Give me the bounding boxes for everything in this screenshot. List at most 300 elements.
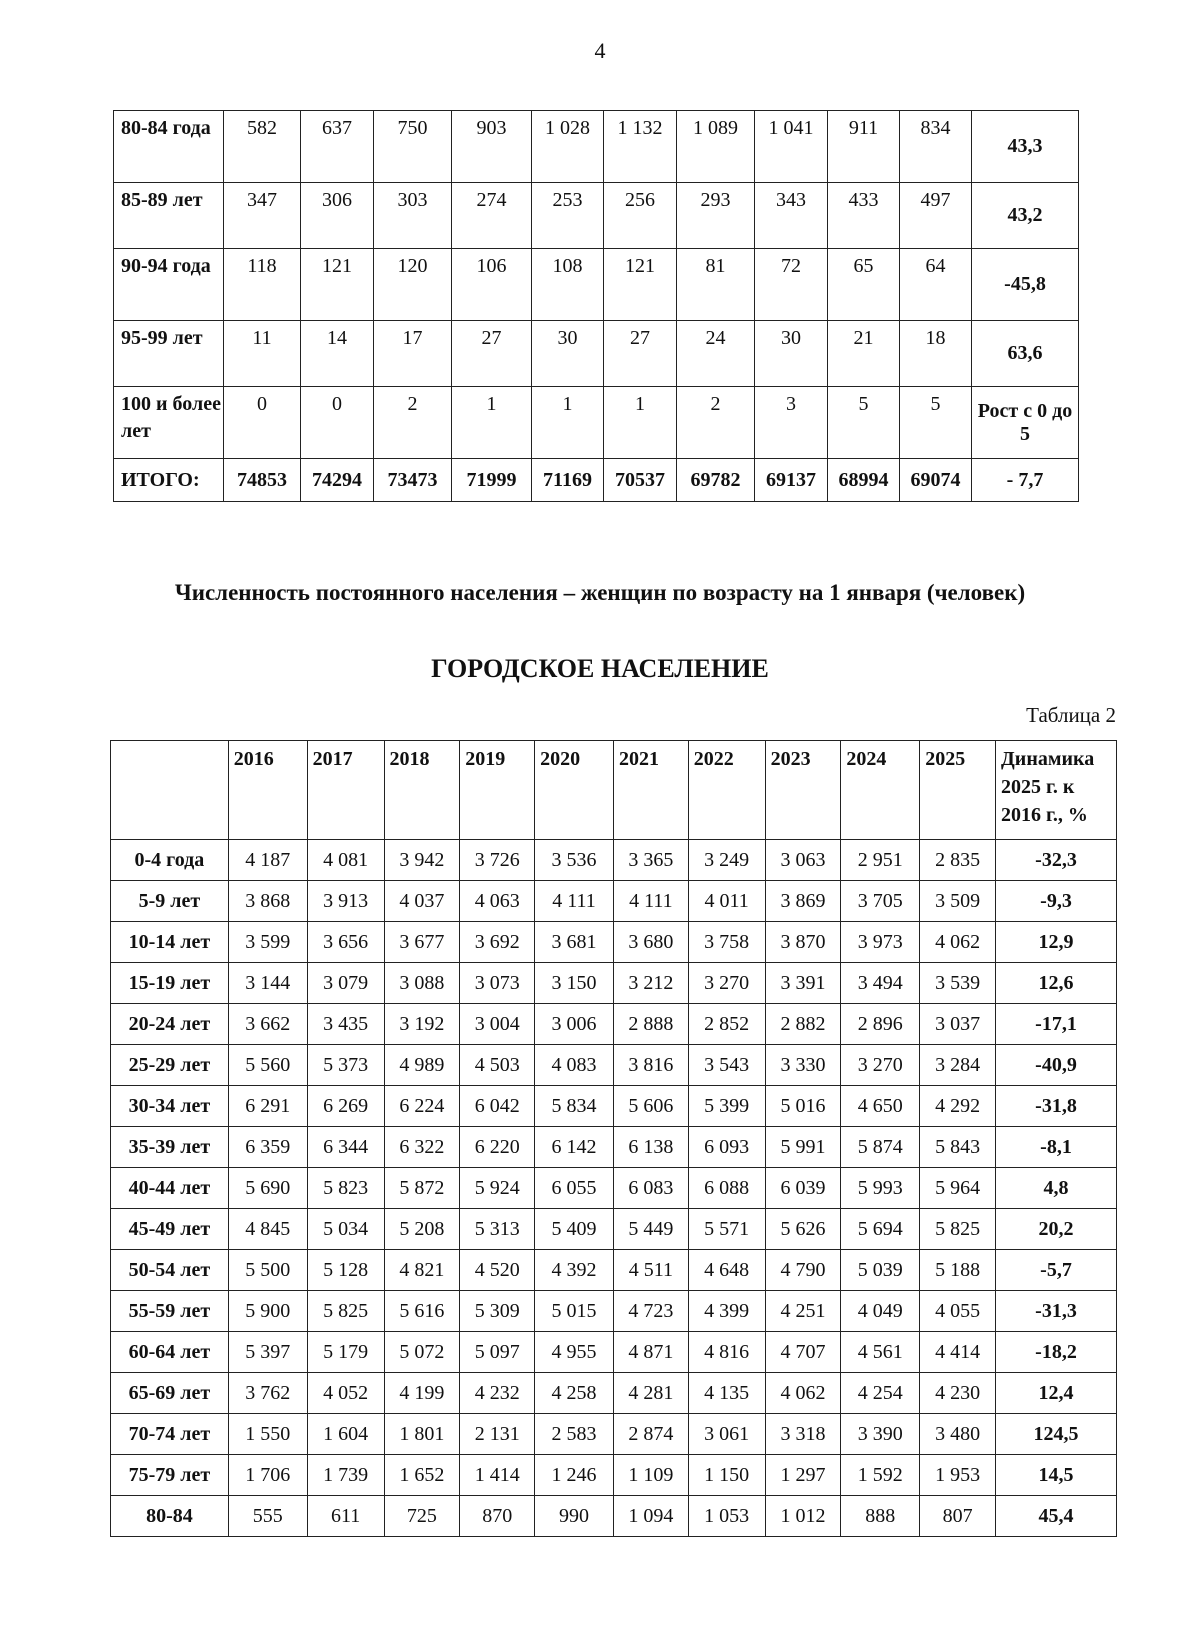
value-cell: 6 224 [384,1086,460,1127]
value-cell: 4 292 [920,1086,996,1127]
value-cell: 3 088 [384,963,460,1004]
value-cell: 1 604 [307,1414,384,1455]
value-cell: 3 004 [460,1004,535,1045]
value-cell: 2 882 [765,1004,841,1045]
dynamics-cell: 43,2 [972,183,1079,249]
dynamics-cell: -17,1 [996,1004,1117,1045]
value-cell: 750 [374,111,452,183]
table-row [111,963,1117,1004]
value-cell: 3 270 [841,1045,920,1086]
row-label: 20-24 лет [111,1004,229,1045]
value-cell: 5 015 [535,1291,614,1332]
value-cell: 293 [677,183,755,249]
row-label: 75-79 лет [111,1455,229,1496]
year-header: 2023 [765,741,841,840]
value-cell: 1 132 [604,111,677,183]
value-cell: 870 [460,1496,535,1537]
row-label: 0-4 года [111,840,229,881]
value-cell: 27 [604,321,677,387]
row-label: 70-74 лет [111,1414,229,1455]
value-cell: 121 [604,249,677,321]
dynamics-cell: 63,6 [972,321,1079,387]
total-value-cell: 70537 [604,459,677,502]
value-cell: 911 [828,111,900,183]
dynamics-cell: -5,7 [996,1250,1117,1291]
table-row [111,1086,1117,1127]
value-cell: 1 739 [307,1455,384,1496]
value-cell: 3 212 [613,963,688,1004]
row-label: 40-44 лет [111,1168,229,1209]
value-cell: 2 951 [841,840,920,881]
page-number: 4 [594,38,606,63]
value-cell: 3 391 [765,963,841,1004]
value-cell: 5 449 [613,1209,688,1250]
table-row [111,1045,1117,1086]
value-cell: 3 284 [920,1045,996,1086]
population-table-continued [113,110,1079,502]
value-cell: 725 [384,1496,460,1537]
year-header: 2022 [688,741,765,840]
value-cell: 81 [677,249,755,321]
value-cell: 2 888 [613,1004,688,1045]
dynamics-cell: 12,9 [996,922,1117,963]
value-cell: 1 041 [755,111,828,183]
value-cell: 5 571 [688,1209,765,1250]
value-cell: 3 539 [920,963,996,1004]
dynamics-cell: 12,4 [996,1373,1117,1414]
row-label: 95-99 лет [114,321,224,387]
value-cell: 5 500 [228,1250,307,1291]
value-cell: 3 192 [384,1004,460,1045]
value-cell: 30 [755,321,828,387]
value-cell: 1 297 [765,1455,841,1496]
value-cell: 2 852 [688,1004,765,1045]
dynamics-cell: -32,3 [996,840,1117,881]
value-cell: 3 [755,387,828,459]
value-cell: 5 039 [841,1250,920,1291]
value-cell: 6 344 [307,1127,384,1168]
value-cell: 347 [224,183,301,249]
value-cell: 4 111 [613,881,688,922]
value-cell: 0 [301,387,374,459]
value-cell: 3 726 [460,840,535,881]
value-cell: 3 543 [688,1045,765,1086]
value-cell: 5 606 [613,1086,688,1127]
total-row [114,459,1079,502]
value-cell: 6 083 [613,1168,688,1209]
dynamics-cell: 4,8 [996,1168,1117,1209]
value-cell: 3 061 [688,1414,765,1455]
value-cell: 21 [828,321,900,387]
value-cell: 637 [301,111,374,183]
value-cell: 5 834 [535,1086,614,1127]
dynamics-cell: Рост с 0 до 5 [972,387,1079,459]
dynamics-header: Динамика 2025 г. к 2016 г., % [996,741,1117,840]
table-row [111,1127,1117,1168]
value-cell: 4 254 [841,1373,920,1414]
value-cell: 4 955 [535,1332,614,1373]
value-cell: 4 081 [307,840,384,881]
value-cell: 4 399 [688,1291,765,1332]
value-cell: 3 758 [688,922,765,963]
value-cell: 4 063 [460,881,535,922]
value-cell: 1 246 [535,1455,614,1496]
table-row [111,1291,1117,1332]
value-cell: 6 359 [228,1127,307,1168]
dynamics-cell: 14,5 [996,1455,1117,1496]
value-cell: 14 [301,321,374,387]
value-cell: 2 896 [841,1004,920,1045]
value-cell: 3 330 [765,1045,841,1086]
value-cell: 4 062 [920,922,996,963]
value-cell: 5 874 [841,1127,920,1168]
value-cell: 4 037 [384,881,460,922]
value-cell: 5 373 [307,1045,384,1086]
value-cell: 497 [900,183,972,249]
table-row [111,1004,1117,1045]
dynamics-cell: 20,2 [996,1209,1117,1250]
value-cell: 3 762 [228,1373,307,1414]
value-cell: 5 991 [765,1127,841,1168]
value-cell: 3 816 [613,1045,688,1086]
row-label: 60-64 лет [111,1332,229,1373]
value-cell: 11 [224,321,301,387]
value-cell: 5 179 [307,1332,384,1373]
value-cell: 3 680 [613,922,688,963]
value-cell: 121 [301,249,374,321]
value-cell: 4 414 [920,1332,996,1373]
total-value-cell: 74853 [224,459,301,502]
value-cell: 5 072 [384,1332,460,1373]
row-label: 65-69 лет [111,1373,229,1414]
row-label: 90-94 года [114,249,224,321]
value-cell: 3 365 [613,840,688,881]
value-cell: 1 652 [384,1455,460,1496]
value-cell: 3 913 [307,881,384,922]
value-cell: 5 016 [765,1086,841,1127]
total-value-cell: 73473 [374,459,452,502]
value-cell: 17 [374,321,452,387]
total-value-cell: 68994 [828,459,900,502]
value-cell: 3 073 [460,963,535,1004]
table-row [111,1209,1117,1250]
value-cell: 2 835 [920,840,996,881]
value-cell: 6 093 [688,1127,765,1168]
value-cell: 3 681 [535,922,614,963]
row-label: 30-34 лет [111,1086,229,1127]
total-label: ИТОГО: [114,459,224,502]
table-row [111,840,1117,881]
value-cell: 6 142 [535,1127,614,1168]
total-value-cell: 69782 [677,459,755,502]
row-label: 80-84 года [114,111,224,183]
value-cell: 1 089 [677,111,755,183]
total-value-cell: 74294 [301,459,374,502]
value-cell: 4 790 [765,1250,841,1291]
value-cell: 4 520 [460,1250,535,1291]
value-cell: 6 138 [613,1127,688,1168]
table-row [111,1250,1117,1291]
value-cell: 2 131 [460,1414,535,1455]
value-cell: 3 006 [535,1004,614,1045]
value-cell: 555 [228,1496,307,1537]
dynamics-cell: 12,6 [996,963,1117,1004]
value-cell: 303 [374,183,452,249]
value-cell: 3 150 [535,963,614,1004]
value-cell: 5 309 [460,1291,535,1332]
year-header: 2021 [613,741,688,840]
value-cell: 4 281 [613,1373,688,1414]
table-row [111,1168,1117,1209]
value-cell: 433 [828,183,900,249]
value-cell: 4 648 [688,1250,765,1291]
value-cell: 807 [920,1496,996,1537]
value-cell: 4 821 [384,1250,460,1291]
value-cell: 5 694 [841,1209,920,1250]
value-cell: 5 823 [307,1168,384,1209]
urban-women-population-table [110,740,1117,1537]
value-cell: 5 993 [841,1168,920,1209]
value-cell: 3 677 [384,922,460,963]
value-cell: 1 109 [613,1455,688,1496]
value-cell: 4 187 [228,840,307,881]
row-label: 25-29 лет [111,1045,229,1086]
value-cell: 4 199 [384,1373,460,1414]
value-cell: 108 [532,249,604,321]
value-cell: 6 088 [688,1168,765,1209]
value-cell: 582 [224,111,301,183]
value-cell: 1 550 [228,1414,307,1455]
value-cell: 3 662 [228,1004,307,1045]
dynamics-cell: -31,8 [996,1086,1117,1127]
value-cell: 4 062 [765,1373,841,1414]
value-cell: 4 561 [841,1332,920,1373]
table-title-text: Численность постоянного населения – женщин по возрасту на 1 января (человек) [174,580,1026,605]
table-row [114,183,1079,249]
table-row [111,922,1117,963]
dynamics-cell: 124,5 [996,1414,1117,1455]
value-cell: 5 690 [228,1168,307,1209]
value-cell: 5 313 [460,1209,535,1250]
value-cell: 4 258 [535,1373,614,1414]
value-cell: 18 [900,321,972,387]
value-cell: 5 399 [688,1086,765,1127]
dynamics-cell: -18,2 [996,1332,1117,1373]
value-cell: 65 [828,249,900,321]
value-cell: 888 [841,1496,920,1537]
value-cell: 3 973 [841,922,920,963]
value-cell: 6 042 [460,1086,535,1127]
section-subtitle: ГОРОДСКОЕ НАСЕЛЕНИЕ [431,654,769,683]
value-cell: 3 942 [384,840,460,881]
value-cell: 274 [452,183,532,249]
table-row [114,111,1079,183]
value-cell: 3 144 [228,963,307,1004]
value-cell: 4 511 [613,1250,688,1291]
value-cell: 27 [452,321,532,387]
value-cell: 1 [532,387,604,459]
value-cell: 4 232 [460,1373,535,1414]
value-cell: 6 322 [384,1127,460,1168]
total-value-cell: 71169 [532,459,604,502]
table-row [114,249,1079,321]
total-value-cell: 71999 [452,459,532,502]
table-row [111,1332,1117,1373]
value-cell: 1 150 [688,1455,765,1496]
value-cell: 5 188 [920,1250,996,1291]
value-cell: 4 135 [688,1373,765,1414]
table-row [111,1496,1117,1537]
row-label: 10-14 лет [111,922,229,963]
year-header: 2017 [307,741,384,840]
value-cell: 1 706 [228,1455,307,1496]
value-cell: 2 583 [535,1414,614,1455]
value-cell: 3 536 [535,840,614,881]
value-cell: 3 249 [688,840,765,881]
value-cell: 0 [224,387,301,459]
value-cell: 30 [532,321,604,387]
value-cell: 5 825 [307,1291,384,1332]
value-cell: 4 230 [920,1373,996,1414]
value-cell: 3 435 [307,1004,384,1045]
value-cell: 5 843 [920,1127,996,1168]
value-cell: 4 049 [841,1291,920,1332]
year-header: 2024 [841,741,920,840]
value-cell: 5 825 [920,1209,996,1250]
value-cell: 3 480 [920,1414,996,1455]
value-cell: 4 055 [920,1291,996,1332]
value-cell: 4 251 [765,1291,841,1332]
row-label: 50-54 лет [111,1250,229,1291]
value-cell: 64 [900,249,972,321]
row-label: 55-59 лет [111,1291,229,1332]
value-cell: 5 872 [384,1168,460,1209]
value-cell: 24 [677,321,755,387]
value-cell: 1 592 [841,1455,920,1496]
dynamics-cell: -31,3 [996,1291,1117,1332]
value-cell: 5 409 [535,1209,614,1250]
value-cell: 5 034 [307,1209,384,1250]
value-cell: 253 [532,183,604,249]
value-cell: 611 [307,1496,384,1537]
table-row [114,321,1079,387]
value-cell: 3 870 [765,922,841,963]
value-cell: 3 079 [307,963,384,1004]
value-cell: 6 220 [460,1127,535,1168]
value-cell: 4 083 [535,1045,614,1086]
value-cell: 3 270 [688,963,765,1004]
value-cell: 1 028 [532,111,604,183]
table-row [111,1373,1117,1414]
dynamics-cell: -9,3 [996,881,1117,922]
value-cell: 3 509 [920,881,996,922]
dynamics-cell: -45,8 [972,249,1079,321]
dynamics-cell: -8,1 [996,1127,1117,1168]
dynamics-cell: 45,4 [996,1496,1117,1537]
year-header: 2016 [228,741,307,840]
value-cell: 3 390 [841,1414,920,1455]
value-cell: 5 964 [920,1168,996,1209]
value-cell: 4 989 [384,1045,460,1086]
value-cell: 3 599 [228,922,307,963]
value-cell: 4 111 [535,881,614,922]
value-cell: 256 [604,183,677,249]
value-cell: 4 707 [765,1332,841,1373]
year-header: 2018 [384,741,460,840]
year-header: 2020 [535,741,614,840]
value-cell: 2 [374,387,452,459]
year-header: 2019 [460,741,535,840]
value-cell: 990 [535,1496,614,1537]
value-cell: 1 953 [920,1455,996,1496]
value-cell: 1 414 [460,1455,535,1496]
value-cell: 306 [301,183,374,249]
value-cell: 1 053 [688,1496,765,1537]
value-cell: 5 616 [384,1291,460,1332]
row-label: 100 и более лет [114,387,224,459]
value-cell: 1 [604,387,677,459]
row-label: 80-84 [111,1496,229,1537]
value-cell: 5 [900,387,972,459]
value-cell: 3 318 [765,1414,841,1455]
value-cell: 6 269 [307,1086,384,1127]
year-header: 2025 [920,741,996,840]
value-cell: 6 039 [765,1168,841,1209]
dynamics-cell: -40,9 [996,1045,1117,1086]
value-cell: 6 055 [535,1168,614,1209]
dynamics-cell: 43,3 [972,111,1079,183]
value-cell: 5 560 [228,1045,307,1086]
value-cell: 72 [755,249,828,321]
value-cell: 834 [900,111,972,183]
value-cell: 4 723 [613,1291,688,1332]
value-cell: 3 063 [765,840,841,881]
value-cell: 5 900 [228,1291,307,1332]
value-cell: 1 [452,387,532,459]
table-row [111,1455,1117,1496]
value-cell: 6 291 [228,1086,307,1127]
value-cell: 1 094 [613,1496,688,1537]
value-cell: 2 874 [613,1414,688,1455]
value-cell: 1 801 [384,1414,460,1455]
table-row [111,1414,1117,1455]
value-cell: 5 397 [228,1332,307,1373]
row-label: 85-89 лет [114,183,224,249]
table-row [111,881,1117,922]
table-row [114,387,1079,459]
value-cell: 3 692 [460,922,535,963]
total-value-cell: 69137 [755,459,828,502]
value-cell: 3 705 [841,881,920,922]
value-cell: 3 494 [841,963,920,1004]
total-dynamics-cell: - 7,7 [972,459,1079,502]
row-label: 45-49 лет [111,1209,229,1250]
value-cell: 118 [224,249,301,321]
row-label: 35-39 лет [111,1127,229,1168]
value-cell: 5 [828,387,900,459]
value-cell: 4 816 [688,1332,765,1373]
value-cell: 4 845 [228,1209,307,1250]
value-cell: 3 868 [228,881,307,922]
row-label: 15-19 лет [111,963,229,1004]
value-cell: 4 392 [535,1250,614,1291]
value-cell: 2 [677,387,755,459]
value-cell: 4 650 [841,1086,920,1127]
value-cell: 5 128 [307,1250,384,1291]
value-cell: 120 [374,249,452,321]
value-cell: 1 012 [765,1496,841,1537]
value-cell: 343 [755,183,828,249]
